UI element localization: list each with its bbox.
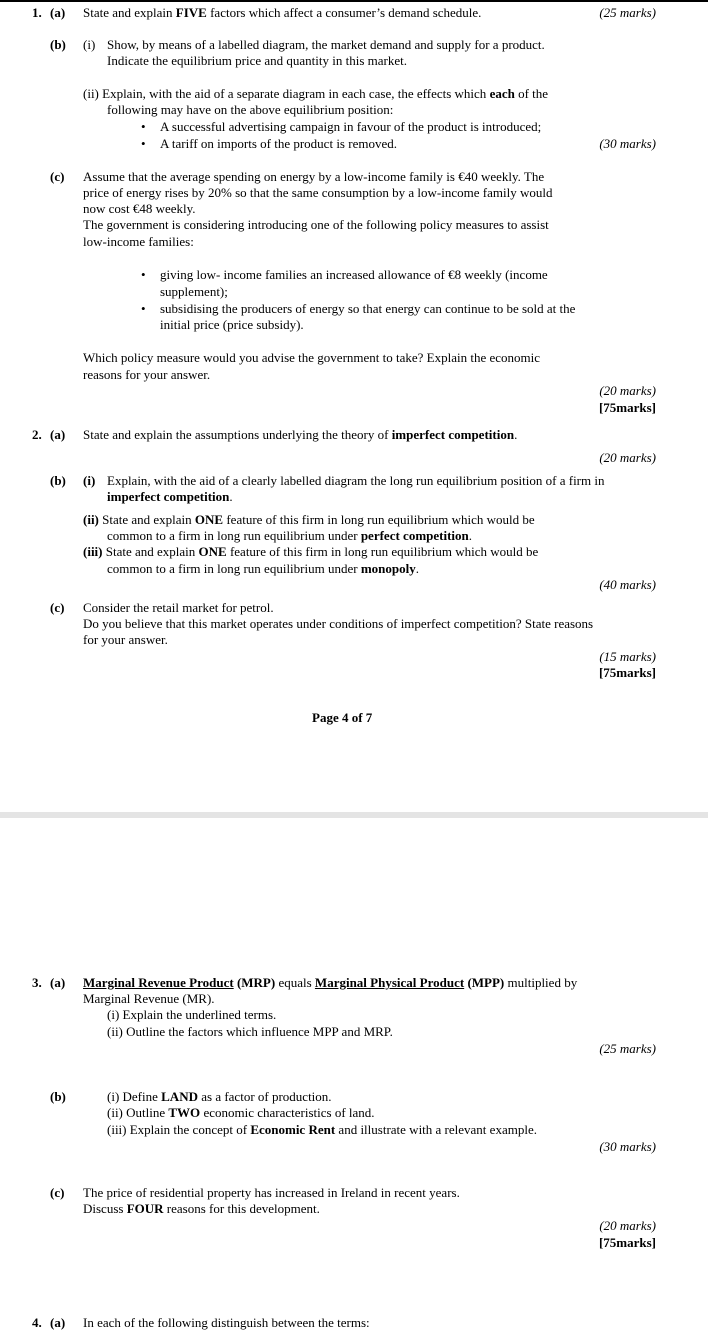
question-number: 1. bbox=[32, 5, 42, 20]
marks: (30 marks) bbox=[599, 1139, 656, 1154]
part-text: In each of the following distinguish between the terms: bbox=[83, 1315, 370, 1330]
part-text: The price of residential property has increased in Ireland in recent years. bbox=[83, 1185, 460, 1200]
part-label: (b) bbox=[50, 37, 66, 52]
part-label: (a) bbox=[50, 1315, 66, 1330]
marks: (20 marks) bbox=[599, 383, 656, 398]
part-text: (ii) State and explain ONE feature of this firm in long run equilibrium which would be bbox=[83, 512, 535, 527]
part-text: Do you believe that this market operates under conditions of imperfect competition? State reasons bbox=[83, 616, 594, 631]
part-text: common to a firm in long run equilibrium under perfect competition. bbox=[107, 528, 473, 543]
part-label: (a) bbox=[50, 975, 66, 990]
marks: (30 marks) bbox=[599, 136, 656, 151]
part-text: (iii) State and explain ONE feature of this firm in long run equilibrium which would be bbox=[83, 544, 539, 559]
part-text: now cost €48 weekly. bbox=[83, 201, 196, 216]
part-text: (iii) Explain the concept of Economic Rent and illustrate with a relevant example. bbox=[107, 1122, 537, 1137]
question-number: 2. bbox=[32, 427, 42, 442]
part-text: following may have on the above equilibrium position: bbox=[107, 102, 394, 117]
bullet: • bbox=[141, 119, 146, 134]
bullet-text: subsidising the producers of energy so that energy can continue to be sold at the bbox=[160, 301, 576, 316]
part-text: Consider the retail market for petrol. bbox=[83, 600, 274, 615]
part-text: reasons for your answer. bbox=[83, 367, 211, 382]
total-marks: [75marks] bbox=[598, 400, 656, 415]
part-text: Assume that the average spending on energy by a low-income family is €40 weekly. The bbox=[83, 169, 545, 184]
part-text: (ii) Outline TWO economic characteristics of land. bbox=[107, 1105, 375, 1120]
bullet-text: A tariff on imports of the product is removed. bbox=[160, 136, 397, 151]
part-text: (i) Explain the underlined terms. bbox=[107, 1007, 277, 1022]
bullet: • bbox=[141, 301, 146, 316]
marks: (20 marks) bbox=[599, 450, 656, 465]
part-text: Discuss FOUR reasons for this development. bbox=[83, 1201, 320, 1216]
bullet: • bbox=[141, 136, 146, 151]
part-text: (ii) Explain, with the aid of a separate diagram in each case, the effects which each of the bbox=[83, 86, 549, 101]
part-text: low-income families: bbox=[83, 234, 194, 249]
page-number: Page 4 of 7 bbox=[312, 710, 373, 725]
part-text: Show, by means of a labelled diagram, the market demand and supply for a product. bbox=[107, 37, 545, 52]
part-text: price of energy rises by 20% so that the same consumption by a low-income family would bbox=[83, 185, 553, 200]
part-text: common to a firm in long run equilibrium under monopoly. bbox=[107, 561, 419, 576]
question-number: 4. bbox=[32, 1315, 42, 1330]
part-text: Marginal Revenue (MR). bbox=[83, 991, 215, 1006]
bullet: • bbox=[141, 267, 146, 282]
part-label: (a) bbox=[50, 5, 66, 20]
part-text: State and explain the assumptions underlying the theory of imperfect competition. bbox=[83, 427, 518, 442]
total-marks: [75marks] bbox=[598, 665, 656, 680]
marks: (25 marks) bbox=[599, 1041, 656, 1056]
question-number: 3. bbox=[32, 975, 42, 990]
bullet-text: supplement); bbox=[160, 284, 228, 299]
bullet-text: giving low- income families an increased allowance of €8 weekly (income bbox=[160, 267, 548, 282]
part-text: for your answer. bbox=[83, 632, 168, 647]
part-label: (c) bbox=[50, 169, 65, 184]
marks: (15 marks) bbox=[599, 649, 656, 664]
part-text: Which policy measure would you advise the government to take? Explain the economic bbox=[83, 350, 541, 365]
bullet-text: initial price (price subsidy). bbox=[160, 317, 304, 332]
subpart-label: (i) bbox=[83, 473, 96, 488]
part-label: (c) bbox=[50, 1185, 65, 1200]
marks: (20 marks) bbox=[599, 1218, 656, 1233]
top-rule bbox=[0, 0, 708, 2]
part-label: (c) bbox=[50, 600, 65, 615]
part-text: State and explain FIVE factors which affect a consumer’s demand schedule. bbox=[83, 5, 482, 20]
part-text: Indicate the equilibrium price and quantity in this market. bbox=[107, 53, 407, 68]
marks: (25 marks) bbox=[599, 5, 656, 20]
page-separator bbox=[0, 812, 708, 818]
part-text: Explain, with the aid of a clearly labelled diagram the long run equilibrium position of a firm in bbox=[107, 473, 605, 488]
part-text: imperfect competition. bbox=[107, 489, 233, 504]
part-text: Marginal Revenue Product (MRP) equals Marginal Physical Product (MPP) multiplied by bbox=[83, 975, 578, 990]
part-text: The government is considering introducing one of the following policy measures to assist bbox=[83, 217, 549, 232]
marks: (40 marks) bbox=[599, 577, 656, 592]
total-marks: [75marks] bbox=[598, 1235, 656, 1250]
part-label: (a) bbox=[50, 427, 66, 442]
part-text: (i) Define LAND as a factor of production. bbox=[107, 1089, 332, 1104]
bullet-text: A successful advertising campaign in favour of the product is introduced; bbox=[160, 119, 542, 134]
subpart-label: (i) bbox=[83, 37, 96, 52]
part-text: (ii) Outline the factors which influence MPP and MRP. bbox=[107, 1024, 393, 1039]
part-label: (b) bbox=[50, 1089, 66, 1104]
part-label: (b) bbox=[50, 473, 66, 488]
